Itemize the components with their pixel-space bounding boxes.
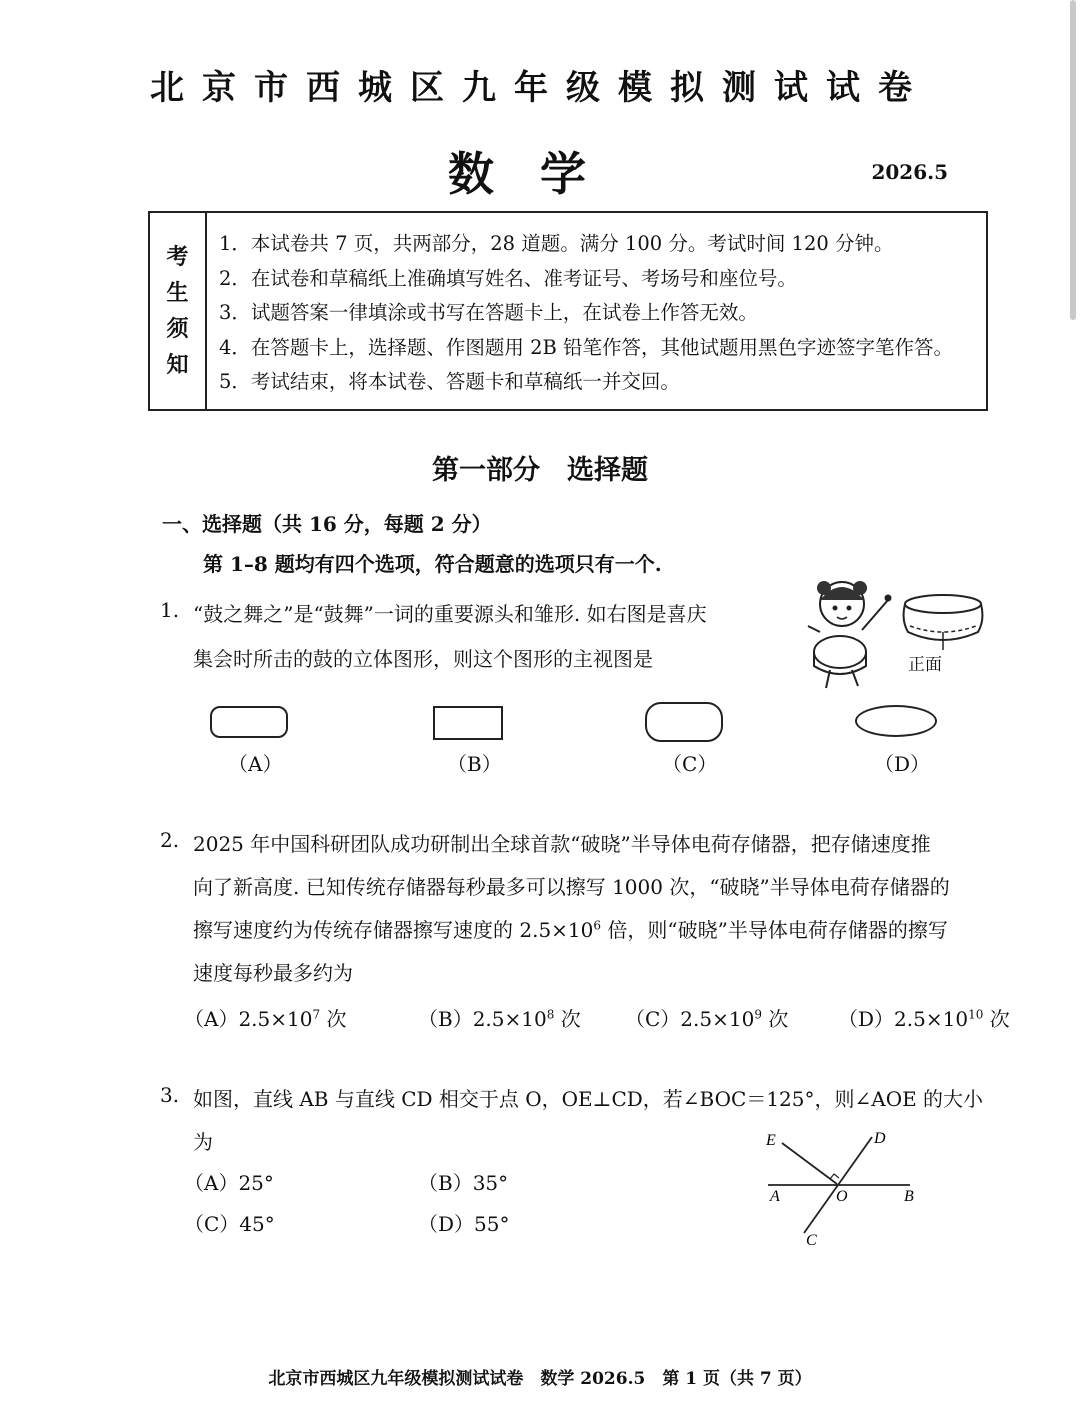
girl-drum-illustration: [800, 570, 900, 692]
q1-number: 1.: [160, 598, 180, 622]
q2-line: 速度每秒最多约为: [193, 961, 353, 985]
notice-label: [150, 213, 207, 409]
q1-line: “鼓之舞之”是“鼓舞”一词的重要源头和雏形. 如右图是喜庆: [193, 602, 707, 626]
section-title: 第一部分 选择题: [432, 455, 648, 486]
q3-option-d: （D）55°: [418, 1212, 510, 1236]
label-e: E: [766, 1132, 776, 1149]
option-d-label: （D）: [874, 752, 931, 776]
q3-number: 3.: [160, 1083, 180, 1107]
notice-label-char: 生: [166, 280, 189, 306]
label-c: C: [806, 1232, 817, 1249]
q3-line: 为: [193, 1130, 213, 1154]
q3-line: 如图，直线 AB 与直线 CD 相交于点 O，OE⊥CD，若∠BOC＝125°，则∠AOE 的大小: [193, 1087, 984, 1111]
notice-label-char: 知: [166, 352, 189, 378]
notice-item: 3．试题答案一律填涂或书写在答题卡上，在试卷上作答无效。: [219, 301, 758, 324]
option-d-shape: [855, 705, 937, 737]
option-a-shape: [210, 706, 288, 738]
q3-option-a: （A）25°: [184, 1171, 274, 1195]
option-b-shape: [433, 706, 503, 740]
label-b: B: [904, 1188, 914, 1205]
option-b-label: （B）: [447, 752, 502, 776]
q2-option-c: $(C)2.5\times 10^9$ 次: [625, 1007, 789, 1031]
option-a-label: （A）: [228, 752, 283, 776]
notice-items: [207, 213, 953, 409]
notice-item: 1．本试卷共 7 页，共两部分，28 道题。满分 100 分。考试时间 120 分钟。: [219, 232, 894, 255]
q2-line: 向了新高度. 已知传统存储器每秒最多可以擦写 1000 次，“破晓”半导体电荷存储器的: [193, 875, 950, 899]
drum-3d-figure: [898, 592, 988, 652]
q3-option-b: （B）35°: [418, 1171, 509, 1195]
q2-line: [193, 914, 948, 943]
notice-label-char: 考: [166, 244, 189, 270]
intersecting-lines-figure: [760, 1125, 930, 1250]
q2-line3-text: 倍，则“破晓”半导体电荷存储器的擦写: [601, 918, 948, 942]
q2-line: 2025 年中国科研团队成功研制出全球首款“破晓”半导体电荷存储器，把存储速度推: [193, 832, 931, 856]
front-label: 正面: [908, 655, 942, 675]
page-title: 北京市西城区九年级模拟测试试卷: [150, 68, 930, 108]
notice-label-char: 须: [166, 316, 189, 342]
option-c-shape: [645, 702, 723, 742]
label-o: O: [836, 1188, 848, 1205]
q3-option-c: （C）45°: [184, 1212, 275, 1236]
subject-title: 数学: [448, 147, 632, 201]
exam-date: 2026.5: [871, 160, 948, 184]
notice-box: [148, 211, 988, 411]
q2-option-a: $(A)2.5\times 10^7$ 次: [184, 1007, 347, 1031]
q2-number: 2.: [160, 828, 180, 852]
part-heading: 一、选择题（共 16 分，每题 2 分）: [162, 512, 492, 536]
notice-item: 4．在答题卡上，选择题、作图题用 2B 铅笔作答，其他试题用黑色字迹签字笔作答。: [219, 335, 954, 359]
option-c-label: （C）: [662, 752, 718, 776]
part-note: 第 1–8 题均有四个选项，符合题意的选项只有一个.: [203, 552, 662, 576]
label-d: D: [874, 1130, 886, 1147]
q2-exponent: 6: [593, 918, 602, 933]
q2-line3-text: 擦写速度约为传统存储器擦写速度的 2.5×10: [193, 918, 594, 942]
ray-oe: [782, 1143, 837, 1184]
q2-option-b: $(B)2.5\times 10^8$ 次: [418, 1007, 581, 1031]
label-a: A: [770, 1188, 780, 1205]
q1-line: 集会时所击的鼓的立体图形，则这个图形的主视图是: [193, 647, 653, 671]
notice-item: 5．考试结束，将本试卷、答题卡和草稿纸一并交回。: [219, 370, 680, 393]
notice-item: 2．在试卷和草稿纸上准确填写姓名、准考证号、考场号和座位号。: [219, 266, 797, 290]
page-footer: 北京市西城区九年级模拟测试试卷 数学 2026.5 第 1 页（共 7 页）: [268, 1369, 812, 1389]
q2-option-d: $(D)2.5\times 10^{10}$ 次: [838, 1007, 1010, 1031]
right-angle-mark: [830, 1174, 839, 1179]
